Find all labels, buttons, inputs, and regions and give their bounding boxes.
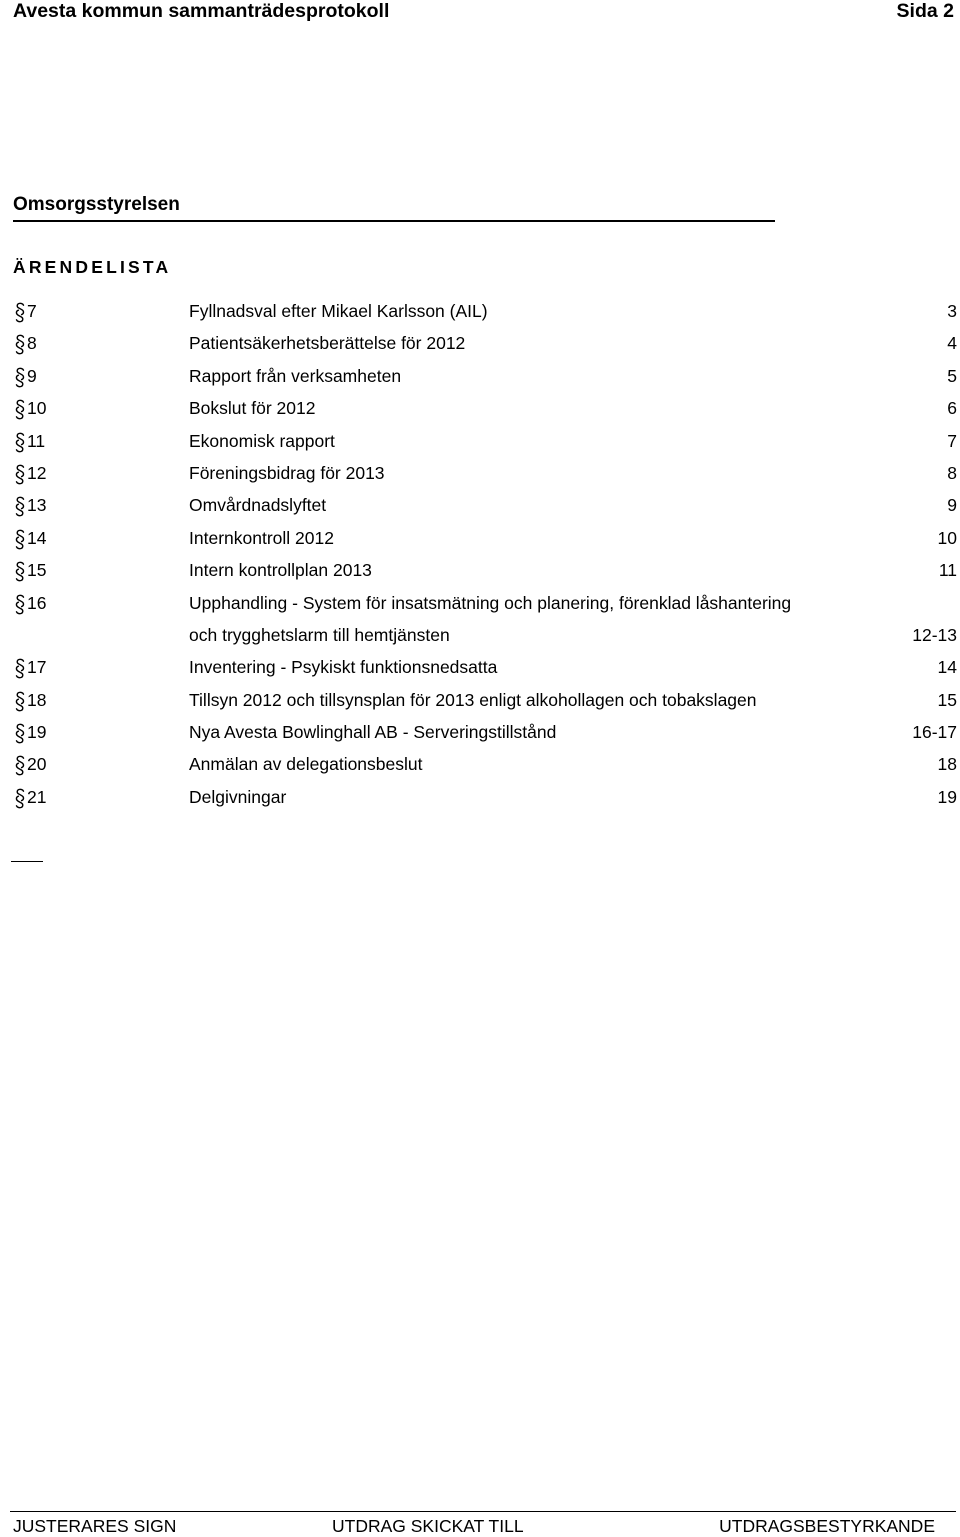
section-sign-icon	[13, 428, 27, 455]
list-heading: ÄRENDELISTA	[13, 257, 172, 277]
board-underline	[13, 220, 775, 222]
item-title-line-2: och trygghetslarm till hemtjänsten	[189, 624, 450, 645]
page-number: Sida 2	[896, 0, 954, 22]
item-number: 13	[27, 495, 47, 516]
footer-signature-label: JUSTERARES SIGN	[13, 1516, 177, 1536]
agenda-item	[13, 590, 957, 655]
page-header	[13, 0, 954, 26]
section-sign-icon	[13, 525, 27, 552]
item-number: 14	[27, 527, 47, 548]
item-page: 10	[937, 527, 957, 548]
item-title: Fyllnadsval efter Mikael Karlsson (AIL)	[189, 301, 488, 321]
agenda-item	[13, 557, 957, 589]
agenda-item	[13, 654, 957, 686]
item-number: 18	[27, 689, 47, 710]
section-sign-icon	[13, 654, 27, 681]
agenda-item	[13, 395, 957, 427]
agenda-item	[13, 363, 957, 395]
section-sign-icon	[13, 719, 27, 746]
agenda-list	[13, 298, 957, 816]
item-title: Intern kontrollplan 2013	[189, 560, 372, 581]
item-page: 7	[947, 430, 957, 451]
item-title: Anmälan av delegationsbeslut	[189, 754, 423, 775]
section-sign-icon	[13, 330, 27, 357]
item-title: Internkontroll 2012	[189, 527, 334, 548]
section-sign-icon	[13, 395, 27, 422]
agenda-item	[13, 719, 957, 751]
footer-verified-label: UTDRAGSBESTYRKANDE	[719, 1516, 935, 1536]
item-number: 9	[27, 365, 37, 386]
item-title: Inventering - Psykiskt funktionsnedsatta	[189, 657, 498, 678]
item-page: 6	[947, 398, 957, 419]
item-page: 9	[947, 495, 957, 516]
item-number: 15	[27, 560, 47, 581]
document-title: Avesta kommun sammanträdesprotokoll	[13, 0, 390, 22]
item-title: Ekonomisk rapport	[189, 430, 335, 451]
item-title: Delgivningar	[189, 786, 287, 807]
item-number: 21	[27, 786, 47, 807]
board-title: Omsorgsstyrelsen	[13, 194, 180, 215]
item-title: Omvårdnadslyftet	[189, 495, 327, 516]
section-sign-icon	[13, 298, 27, 325]
section-sign-icon	[13, 492, 27, 519]
item-page: 16-17	[912, 722, 957, 743]
item-title: Nya Avesta Bowlinghall AB - Serveringstillstånd	[189, 722, 557, 743]
agenda-item	[13, 428, 957, 460]
item-page: 3	[947, 301, 957, 321]
item-title: Bokslut för 2012	[189, 398, 316, 419]
section-sign-icon	[13, 557, 27, 584]
item-page: 14	[937, 657, 957, 678]
item-page: 18	[937, 754, 957, 775]
item-page: 12-13	[912, 624, 957, 645]
item-number: 12	[27, 462, 47, 483]
item-number: 8	[27, 333, 37, 354]
item-title: Tillsyn 2012 och tillsynsplan för 2013 enligt alkohollagen och tobakslagen	[189, 689, 757, 710]
agenda-item	[13, 330, 957, 362]
item-number: 7	[27, 301, 37, 321]
item-title: Rapport från verksamheten	[189, 365, 402, 386]
item-number: 16	[27, 592, 47, 613]
agenda-item	[13, 460, 957, 492]
footer-rule	[10, 1511, 956, 1512]
item-number: 17	[27, 657, 47, 678]
item-page: 5	[947, 365, 957, 386]
section-sign-icon	[13, 687, 27, 714]
list-end-rule	[11, 861, 43, 862]
item-page: 11	[938, 560, 957, 581]
agenda-item	[13, 492, 957, 524]
agenda-item	[13, 751, 957, 783]
agenda-item	[13, 784, 957, 816]
item-title: Föreningsbidrag för 2013	[189, 462, 385, 483]
item-number: 20	[27, 754, 47, 775]
footer-sent-to-label: UTDRAG SKICKAT TILL	[332, 1516, 524, 1536]
section-sign-icon	[13, 590, 27, 617]
section-sign-icon	[13, 784, 27, 811]
item-page: 15	[937, 689, 957, 710]
item-title	[189, 590, 859, 649]
item-page: 19	[937, 786, 957, 807]
item-page: 4	[947, 333, 957, 354]
section-sign-icon	[13, 460, 27, 487]
agenda-item	[13, 687, 957, 719]
item-title: Patientsäkerhetsberättelse för 2012	[189, 333, 466, 354]
agenda-item	[13, 298, 957, 330]
section-sign-icon	[13, 751, 27, 778]
item-page: 8	[947, 462, 957, 483]
agenda-item	[13, 525, 957, 557]
item-number: 19	[27, 722, 47, 743]
item-number: 10	[27, 398, 47, 419]
item-number: 11	[27, 430, 46, 451]
item-title-line-1: Upphandling - System för insatsmätning och planering, förenklad låshantering	[189, 592, 792, 613]
section-sign-icon	[13, 363, 27, 390]
